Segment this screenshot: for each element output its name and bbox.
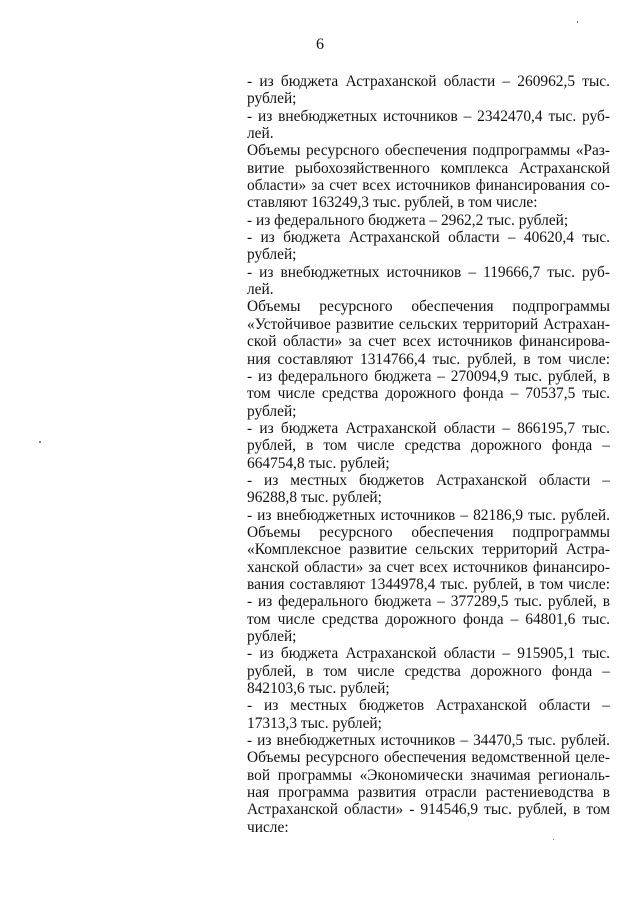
text-line: числе: (247, 818, 289, 836)
text-line: - из внебюджетных источников – 119666,7 тыс. руб- (247, 263, 610, 281)
text-line: - из бюджета Астраханской области – 260962,5 тыс. (247, 73, 610, 90)
text-line: области» за счет всех источников финансирования со- (247, 177, 610, 195)
text-line: вания составляют 1344978,4 тыс. рублей, в том числе: (247, 575, 610, 593)
text-line: - из внебюджетных источников – 34470,5 тыс. рублей. (247, 732, 610, 750)
text-line: Объемы ресурсного обеспечения ведомственной целе- (247, 749, 610, 767)
text-line: 842103,6 тыс. рублей; (247, 680, 390, 698)
text-line: витие рыбохозяйственного комплекса Астраханской (247, 159, 610, 177)
text-line: Объемы ресурсного обеспечения подпрограммы (247, 298, 610, 316)
scan-speck (39, 441, 41, 443)
text-line: Объемы ресурсного обеспечения подпрограммы «Раз- (247, 142, 610, 160)
text-line: вой программы «Экономически значимая региональ- (247, 766, 610, 784)
text-line: том числе средства дорожного фонда – 64801,6 тыс. (247, 610, 610, 628)
text-line: - из федерального бюджета – 270094,9 тыс. рублей, в (247, 367, 610, 385)
text-line: ской области» за счет всех источников финансирова- (247, 333, 610, 351)
text-line: лей. (247, 281, 274, 299)
text-line: рублей; (247, 90, 297, 108)
scan-speck (553, 839, 554, 840)
text-line: Объемы ресурсного обеспечения подпрограммы (247, 523, 610, 541)
text-line: ханской области» за счет всех источников финансиро- (247, 558, 610, 576)
text-line: ставляют 163249,3 тыс. рублей, в том числе: (247, 194, 538, 212)
text-line: рублей, в том числе средства дорожного фонда – (247, 437, 610, 455)
text-line: - из федерального бюджета – 377289,5 тыс. рублей, в (247, 593, 610, 611)
text-line: ная программа развития отрасли растениеводства в (247, 784, 610, 802)
text-line: рублей; (247, 402, 297, 420)
page-number: 6 (316, 36, 324, 53)
text-line: «Устойчивое развитие сельских территорий Астрахан- (247, 315, 610, 333)
text-line: ния составляют 1314766,4 тыс. рублей, в том числе: (247, 350, 610, 368)
text-line: рублей; (247, 628, 297, 645)
text-line: 17313,3 тыс. рублей; (247, 714, 382, 732)
text-line: - из бюджета Астраханской области – 40620,4 тыс. (247, 229, 610, 247)
text-line: том числе средства дорожного фонда – 70537,5 тыс. (247, 385, 610, 403)
text-line: рублей; (247, 246, 297, 264)
text-line: - из федерального бюджета – 2962,2 тыс. рублей; (247, 211, 569, 229)
text-line: лей. (247, 125, 274, 143)
text-line: 96288,8 тыс. рублей; (247, 489, 382, 507)
scan-speck (577, 21, 578, 23)
text-line: «Комплексное развитие сельских территорий Астра- (247, 541, 610, 559)
text-line: - из бюджета Астраханской области – 866195,7 тыс. (247, 419, 610, 437)
text-line: Астраханской области» - 914546,9 тыс. рублей, в том (247, 801, 610, 819)
document-body (247, 73, 610, 836)
text-line: 664754,8 тыс. рублей; (247, 454, 390, 472)
text-line: - из бюджета Астраханской области – 915905,1 тыс. (247, 645, 610, 663)
text-line: - из местных бюджетов Астраханской области – (247, 471, 610, 489)
text-line: - из внебюджетных источников – 82186,9 тыс. рублей. (247, 506, 610, 524)
text-line: рублей, в том числе средства дорожного фонда – (247, 662, 610, 680)
text-line: - из внебюджетных источников – 2342470,4 тыс. руб- (247, 107, 610, 125)
text-line: - из местных бюджетов Астраханской области – (247, 697, 610, 715)
